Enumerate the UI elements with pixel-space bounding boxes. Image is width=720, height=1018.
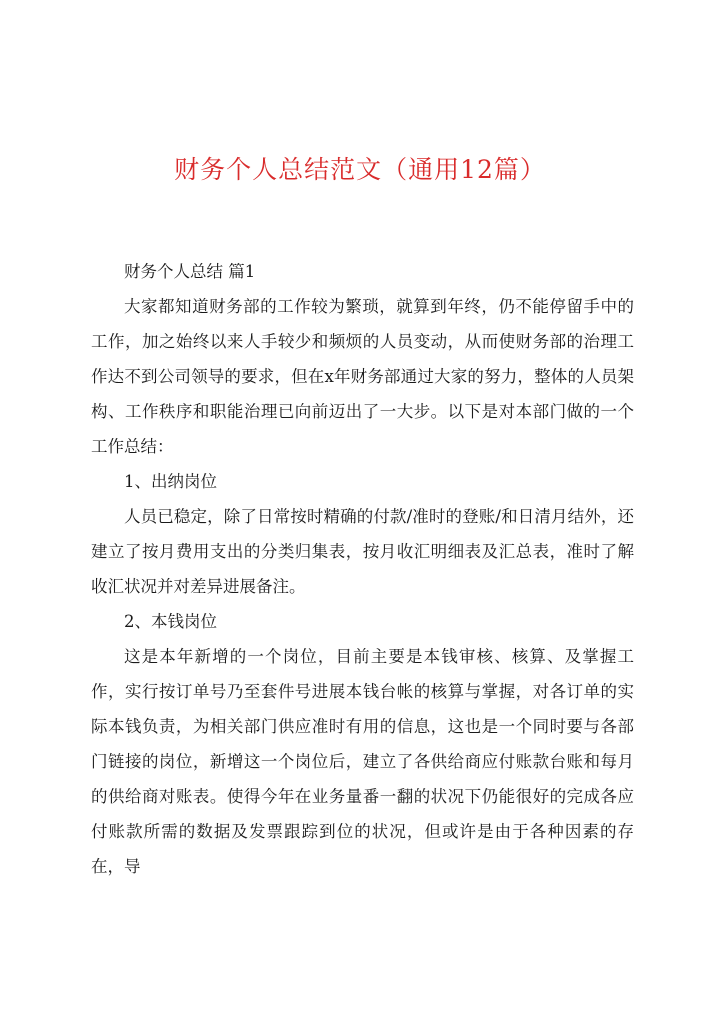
subheading-cost: 2、本钱岗位 — [124, 612, 217, 631]
document-body — [91, 254, 634, 884]
paragraph-cashier: 人员已稳定，除了日常按时精确的付款/准时的登账/和日清月结外，还建立了按月费用支出的分类归集表，按月收汇明细表及汇总表，准时了解收汇状况并对差异进展备注。 — [91, 507, 634, 596]
paragraph-intro: 大家都知道财务部的工作较为繁琐，就算到年终，仍不能停留手中的工作，加之始终以来人手较少和频烦的人员变动，从而使财务部的治理工作达不到公司领导的要求，但在x年财务部通过大家的努力，整体的人员架构、工作秩序和职能治理已向前迈出了一大步。以下是对本部门做的一个工作总结： — [91, 297, 634, 456]
document-title: 财务个人总结范文（通用12篇） — [174, 155, 546, 184]
subheading-cashier: 1、出纳岗位 — [124, 472, 217, 491]
paragraph-cost: 这是本年新增的一个岗位，目前主要是本钱审核、核算、及掌握工作，实行按订单号乃至套件号进展本钱台帐的核算与掌握，对各订单的实际本钱负责，为相关部门供应准时有用的信息，这也是一个同时要与各部门链接的岗位，新增这一个岗位后，建立了各供给商应付账款台账和每月的供给商对账表。使得今年在业务量番一翻的状况下仍能很好的完成各应付账款所需的数据及发票跟踪到位的状况，但或许是由于各种因素的存在，导 — [91, 647, 634, 876]
section-heading: 财务个人总结 篇1 — [124, 262, 256, 281]
